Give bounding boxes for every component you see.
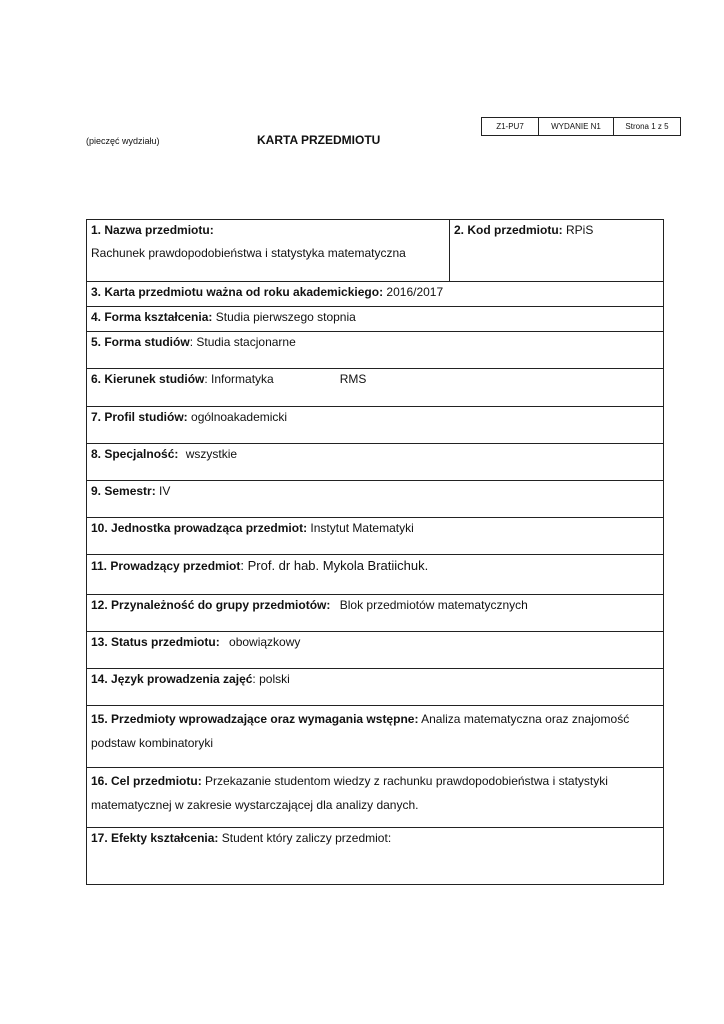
row-specialization [87, 444, 664, 481]
specialization-label: 8. Specjalność: [91, 447, 179, 461]
row-study-profile [87, 407, 664, 444]
specialization-value: wszystkie [185, 447, 238, 461]
semester-label: 9. Semestr: [91, 484, 156, 498]
page-title: KARTA PRZEDMIOTU [257, 133, 381, 147]
row-teaching-unit [87, 518, 664, 555]
prerequisites-value-line2: podstaw kombinatoryki [91, 736, 214, 750]
row-semester [87, 481, 664, 518]
education-form-label: 4. Forma kształcenia: [91, 310, 213, 324]
row-education-form [87, 307, 664, 332]
course-name-cell [87, 220, 450, 282]
row-lecturer [87, 555, 664, 595]
row-prerequisites [87, 706, 664, 768]
document-code-table [481, 117, 681, 136]
row-course-group [87, 595, 664, 632]
language-label: 14. Język prowadzenia zajęć [91, 672, 253, 686]
course-status-value: obowiązkowy [229, 635, 301, 649]
doc-edition: WYDANIE N1 [539, 118, 614, 136]
faculty-stamp: (pieczęć wydziału) [86, 136, 160, 146]
course-card-table [86, 219, 664, 885]
language-value: : polski [252, 672, 290, 686]
course-goal-label: 16. Cel przedmiotu: [91, 774, 202, 788]
row-field-of-study [87, 369, 664, 407]
course-group-value: Blok przedmiotów matematycznych [339, 598, 528, 612]
field-of-study-extra: RMS [339, 372, 367, 386]
field-of-study-value: : Informatyka [204, 372, 274, 386]
course-code-cell [450, 220, 664, 282]
study-profile-label: 7. Profil studiów: [91, 410, 188, 424]
teaching-unit-value: Instytut Matematyki [310, 521, 414, 535]
row-study-form [87, 332, 664, 369]
lecturer-value: : Prof. dr hab. Mykola Bratiichuk. [240, 558, 429, 573]
row-language [87, 669, 664, 706]
prerequisites-value: Analiza matematyczna oraz znajomość [421, 712, 630, 726]
course-code-value: RPiS [566, 223, 594, 237]
lecturer-label: 11. Prowadzący przedmiot [91, 559, 241, 573]
field-of-study-label: 6. Kierunek studiów [91, 372, 205, 386]
row-academic-year [87, 282, 664, 307]
prerequisites-label: 15. Przedmioty wprowadzające oraz wymagania wstępne: [91, 712, 419, 726]
course-goal-value-line2: matematycznej w zakresie wystarczającej dla analizy danych. [91, 798, 419, 812]
course-goal-value: Przekazanie studentom wiedzy z rachunku prawdopodobieństwa i statystyki [205, 774, 608, 788]
study-form-value: : Studia stacjonarne [189, 335, 296, 349]
learning-outcomes-value: Student który zaliczy przedmiot: [221, 831, 392, 845]
course-name-value: Rachunek prawdopodobieństwa i statystyka matematyczna [91, 246, 406, 260]
doc-code: Z1-PU7 [482, 118, 539, 136]
study-form-label: 5. Forma studiów [91, 335, 190, 349]
course-group-label: 12. Przynależność do grupy przedmiotów: [91, 598, 331, 612]
course-status-label: 13. Status przedmiotu: [91, 635, 220, 649]
doc-page: Strona 1 z 5 [614, 118, 681, 136]
learning-outcomes-label: 17. Efekty kształcenia: [91, 831, 219, 845]
study-profile-value: ogólnoakademicki [191, 410, 288, 424]
course-name-label: 1. Nazwa przedmiotu: [91, 223, 214, 237]
academic-year-label: 3. Karta przedmiotu ważna od roku akademickiego: [91, 285, 384, 299]
academic-year-value: 2016/2017 [386, 285, 444, 299]
course-code-label: 2. Kod przedmiotu: [454, 223, 563, 237]
row-course-status [87, 632, 664, 669]
semester-value: IV [159, 484, 171, 498]
education-form-value: Studia pierwszego stopnia [215, 310, 356, 324]
row-learning-outcomes [87, 828, 664, 885]
row-course-goal [87, 768, 664, 828]
teaching-unit-label: 10. Jednostka prowadząca przedmiot: [91, 521, 308, 535]
